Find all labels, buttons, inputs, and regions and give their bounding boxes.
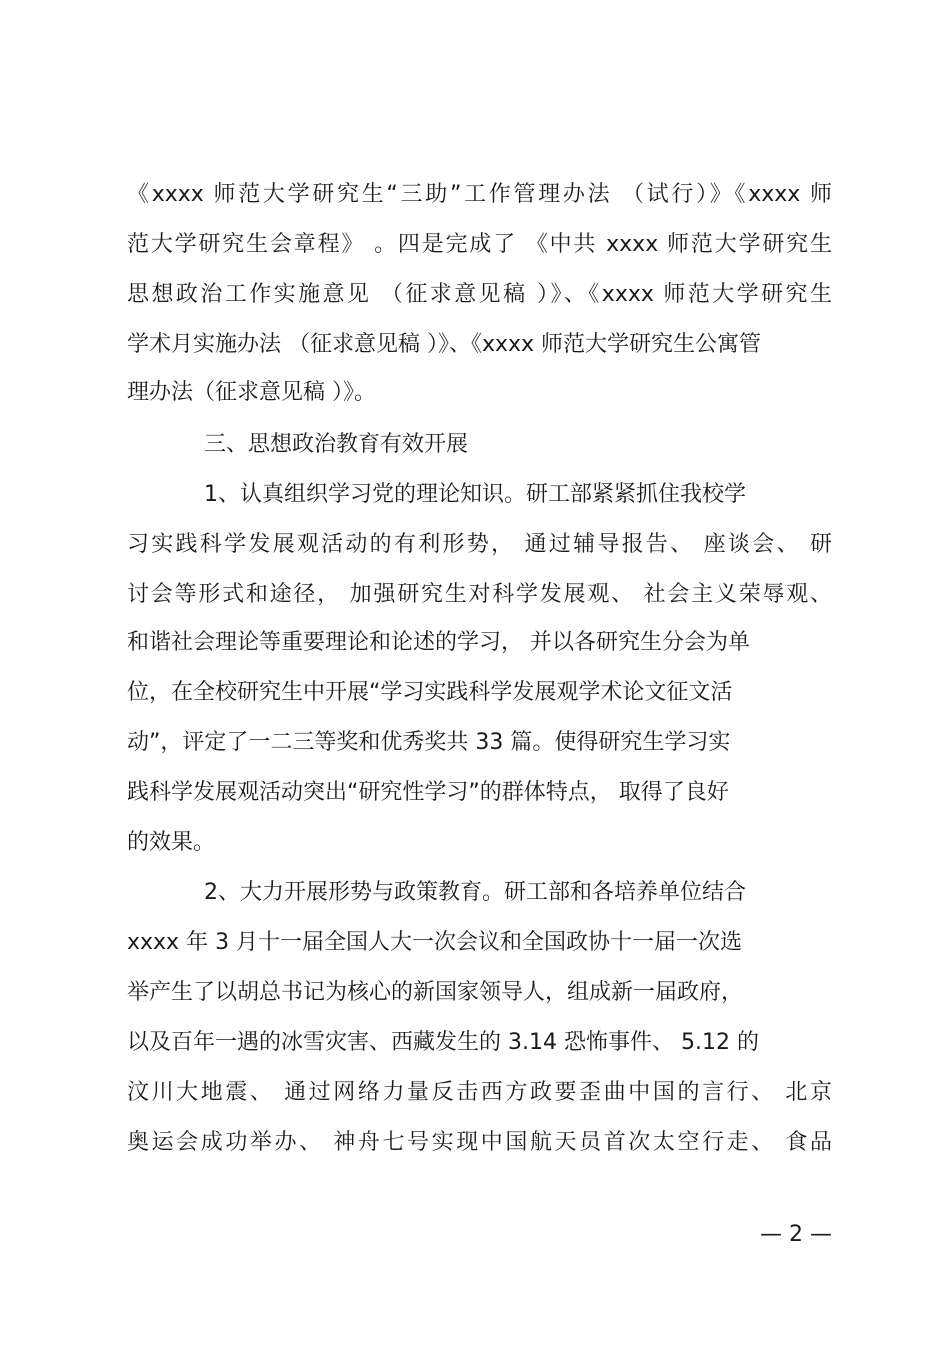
- section-heading: 三、思想政治教育有效开展: [204, 432, 469, 457]
- paragraph-2-first-line: 2、大力开展形势与政策教育。研工部和各培养单位结合: [204, 880, 746, 905]
- text-line-11: 位，在全校研究生中开展“学习实践科学发展观学术论文征文活: [127, 680, 733, 705]
- text-line-5: 理办法（征求意见稿 ）》。: [127, 380, 376, 405]
- text-line-19: 汶川大地震、 通过网络力量反击西方政要歪曲中国的言行、 北京: [127, 1080, 832, 1105]
- text-line-16: xxxx 年 3 月十一届全国人大一次会议和全国政协十一届一次选: [127, 930, 743, 955]
- paragraph-1-first-line: 1、认真组织学习党的理论知识。研工部紧紧抓住我校学: [204, 482, 746, 507]
- text-line-17: 举产生了以胡总书记为核心的新国家领导人，组成新一届政府，: [127, 980, 744, 1005]
- text-line-1: 《xxxx 师范大学研究生“三助”工作管理办法 （试行）》《xxxx 师: [127, 182, 832, 207]
- text-line-3: 思想政治工作实施意见 （征求意见稿 ）》、《xxxx 师范大学研究生: [127, 282, 832, 307]
- text-line-12: 动”，评定了一二三等奖和优秀奖共 33 篇。使得研究生学习实: [127, 730, 731, 755]
- page-number: — 2 —: [760, 1222, 832, 1247]
- text-line-20: 奥运会成功举办、 神舟七号实现中国航天员首次太空行走、 食品: [127, 1130, 832, 1155]
- text-line-2: 范大学研究生会章程》 。四是完成了 《中共 xxxx 师范大学研究生: [127, 232, 832, 257]
- text-line-18: 以及百年一遇的冰雪灾害、西藏发生的 3.14 恐怖事件、 5.12 的: [127, 1030, 759, 1055]
- text-line-13: 践科学发展观活动突出“研究性学习”的群体特点， 取得了良好: [127, 780, 729, 805]
- text-line-8: 习实践科学发展观活动的有利形势， 通过辅导报告、 座谈会、 研: [127, 532, 832, 557]
- text-line-4: 学术月实施办法 （征求意见稿 ）》、《xxxx 师范大学研究生公寓管: [127, 332, 762, 357]
- text-line-14: 的效果。: [127, 830, 216, 855]
- text-line-10: 和谐社会理论等重要理论和论述的学习， 并以各研究生分会为单: [127, 630, 750, 655]
- text-line-9: 讨会等形式和途径， 加强研究生对科学发展观、 社会主义荣辱观、: [127, 582, 832, 607]
